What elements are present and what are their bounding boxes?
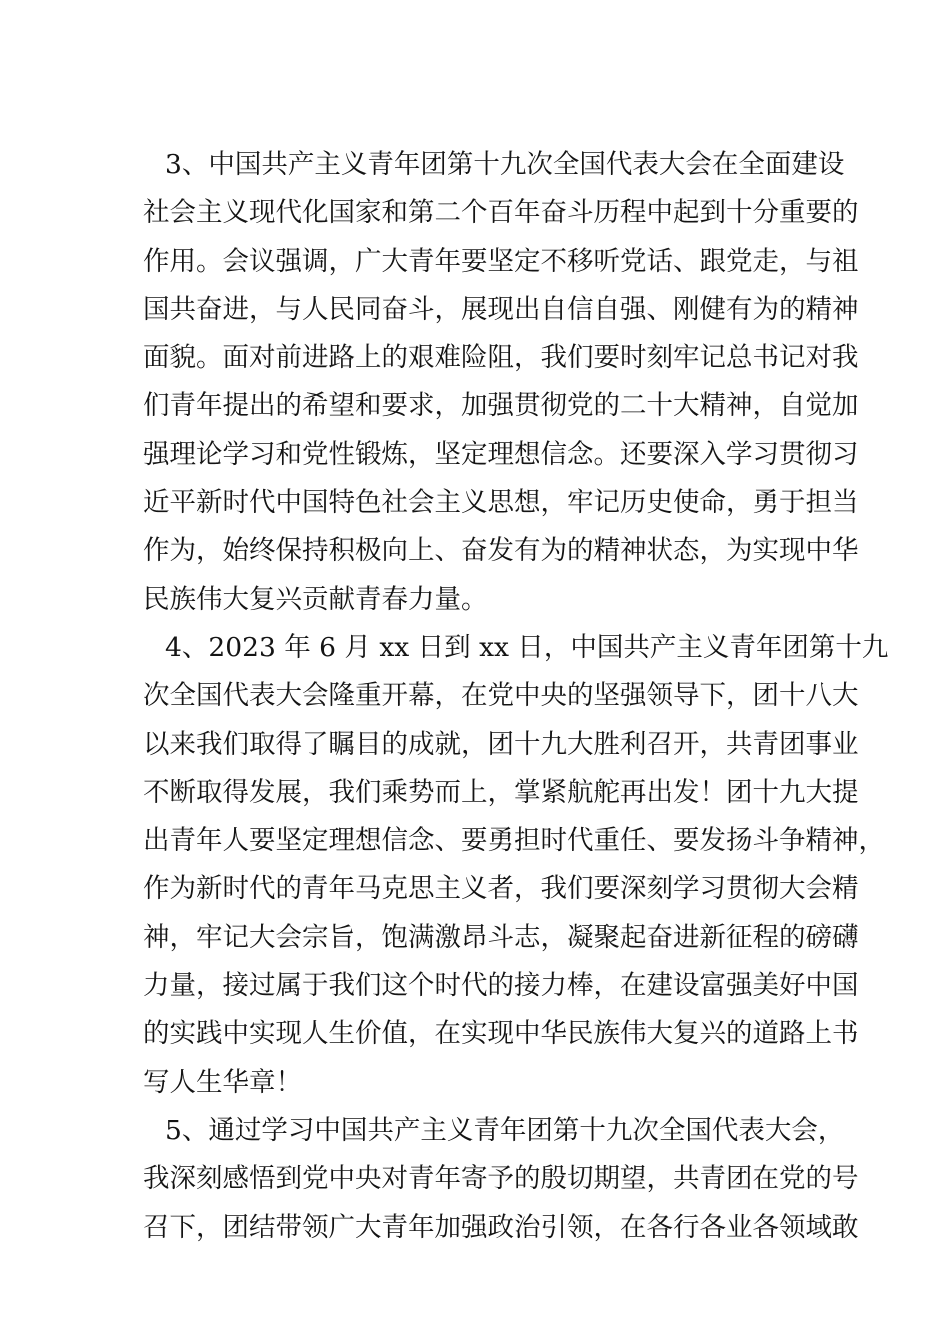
- paragraph-line: 社会主义现代化国家和第二个百年奋斗历程中起到十分重要的: [143, 197, 859, 229]
- paragraph-line: 作为，始终保持积极向上、奋发有为的精神状态，为实现中华: [143, 535, 859, 567]
- paragraph-line: 以来我们取得了瞩目的成就，团十九大胜利召开，共青团事业: [143, 728, 859, 760]
- paragraph-line: 次全国代表大会隆重开幕，在党中央的坚强领导下，团十八大: [143, 680, 859, 712]
- paragraph-line: 强理论学习和党性锻炼，坚定理想信念。还要深入学习贯彻习: [143, 438, 859, 470]
- paragraph-line: 面貌。面对前进路上的艰难险阻，我们要时刻牢记总书记对我: [143, 342, 859, 374]
- paragraph-line: 作为新时代的青年马克思主义者，我们要深刻学习贯彻大会精: [143, 873, 859, 905]
- paragraph-line: 写人生华章！: [143, 1066, 302, 1098]
- paragraph-line: 力量，接过属于我们这个时代的接力棒，在建设富强美好中国: [143, 970, 859, 1002]
- paragraph-line: 召下，团结带领广大青年加强政治引领，在各行各业各领域敢: [143, 1211, 859, 1243]
- paragraph-5: [143, 1107, 859, 1252]
- paragraph-line: 不断取得发展，我们乘势而上，掌紧航舵再出发！团十九大提: [143, 776, 859, 808]
- paragraph-line: 近平新时代中国特色社会主义思想，牢记历史使命，勇于担当: [143, 487, 859, 519]
- paragraph-line: 我深刻感悟到党中央对青年寄予的殷切期望，共青团在党的号: [143, 1163, 859, 1195]
- paragraph-line: 3、中国共产主义青年团第十九次全国代表大会在全面建设: [165, 149, 845, 180]
- paragraph-line: 民族伟大复兴贡献青春力量。: [143, 583, 488, 615]
- paragraph-4: [143, 624, 889, 1107]
- paragraph-line: 4、2023 年 6 月 xx 日到 xx 日，中国共产主义青年团第十九: [165, 631, 889, 663]
- paragraph-line: 作用。会议强调，广大青年要坚定不移听党话、跟党走，与祖: [143, 245, 859, 277]
- paragraph-line: 的实践中实现人生价值，在实现中华民族伟大复兴的道路上书: [143, 1018, 859, 1050]
- paragraph-line: 出青年人要坚定理想信念、要勇担时代重任、要发扬斗争精神，: [143, 825, 885, 857]
- paragraph-line: 5、通过学习中国共产主义青年团第十九次全国代表大会，: [165, 1114, 845, 1146]
- document-body: [143, 141, 889, 1252]
- paragraph-line: 神，牢记大会宗旨，饱满激昂斗志，凝聚起奋进新征程的磅礴: [143, 921, 859, 953]
- paragraph-line: 国共奋进，与人民同奋斗，展现出自信自强、刚健有为的精神: [143, 293, 859, 325]
- paragraph-line: 们青年提出的希望和要求，加强贯彻党的二十大精神，自觉加: [143, 390, 859, 422]
- paragraph-3: [143, 141, 859, 624]
